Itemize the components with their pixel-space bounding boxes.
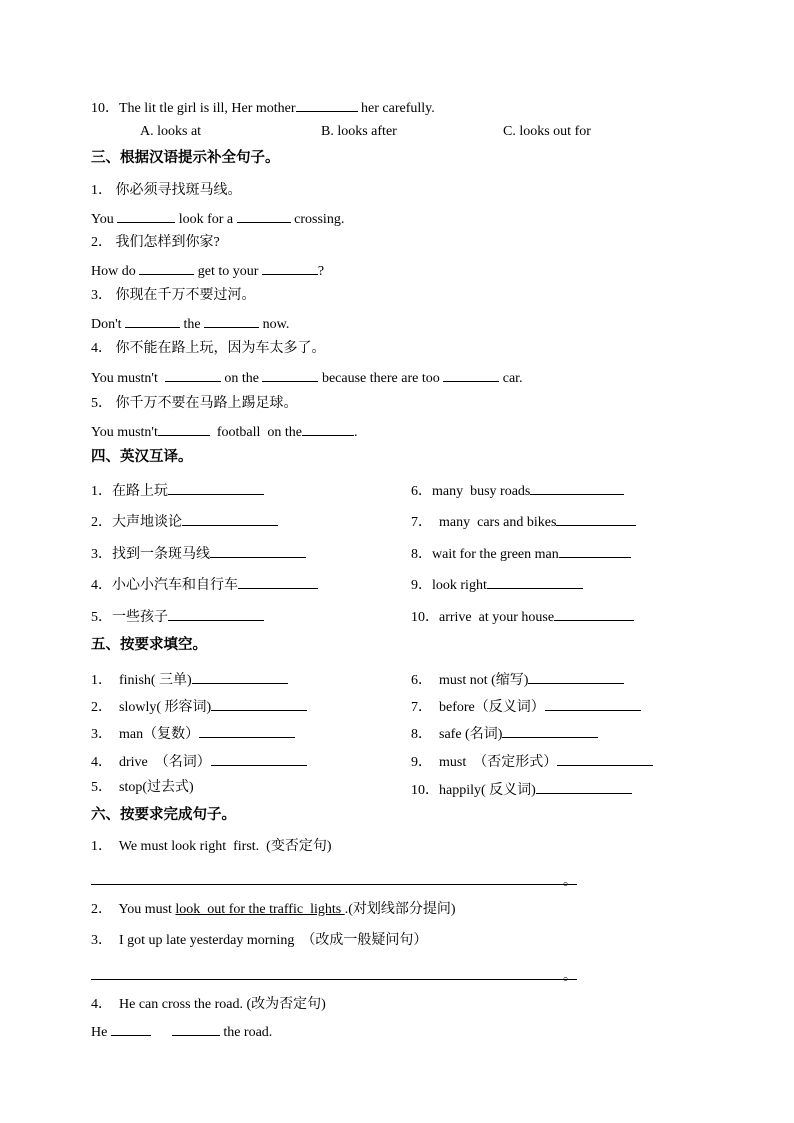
s5-left-item1: 1． finish( 三单) <box>91 669 288 690</box>
s4-right-item7: 7． many cars and bikes <box>411 511 636 532</box>
s4-left-blank3[interactable] <box>210 543 306 558</box>
s4-right-item8: 8．wait for the green man <box>411 543 631 564</box>
s5-right-item6: 6． must not (缩写) <box>411 669 624 690</box>
s4-left-item4: 4．小心小汽车和自行车 <box>91 574 318 595</box>
s4-right-blank9[interactable] <box>487 574 583 589</box>
s5-left-blank4[interactable] <box>211 751 307 766</box>
q10-stem-tail: her carefully. <box>357 101 435 116</box>
s4-right-blank10[interactable] <box>554 606 634 621</box>
s3-item2-blank1[interactable] <box>139 260 194 275</box>
s3-item5-blank1[interactable] <box>158 421 210 436</box>
s5-right-blank8[interactable] <box>502 723 598 738</box>
s5-left-item4: 4． drive （名词） <box>91 751 307 772</box>
s4-left-blank1[interactable] <box>168 480 264 495</box>
s6-q1-answer-tail <box>563 884 577 885</box>
s5-right-blank10[interactable] <box>536 779 632 794</box>
section3-heading: 三、根据汉语提示补全句子。 <box>91 150 280 166</box>
s5-left-blank1[interactable] <box>192 669 288 684</box>
s4-left-item1: 1．在路上玩 <box>91 480 264 501</box>
s3-item4-blank2[interactable] <box>262 367 318 382</box>
s4-right-blank6[interactable] <box>530 480 624 495</box>
q10-option-c[interactable]: C. looks out for <box>503 124 591 139</box>
s3-item2-zh: 2． 我们怎样到你家? <box>91 235 220 250</box>
s3-item3-en: Don't the now. <box>91 313 289 334</box>
s3-item5-en: You mustn't football on the . <box>91 421 358 442</box>
s6-q3: 3． I got up late yesterday morning （改成一般疑问句） <box>91 933 428 948</box>
s3-item2-blank2[interactable] <box>262 260 318 275</box>
s3-item4-chinese: 你不能在路上玩，因为车太多了。 <box>115 341 326 356</box>
s6-q4-answer: He the road. <box>91 1021 272 1042</box>
q10-stem <box>91 97 435 118</box>
s5-left-item3: 3． man（复数） <box>91 723 295 744</box>
s6-q4: 4． He can cross the road. (改为否定句) <box>91 997 326 1012</box>
s3-item4-blank1[interactable] <box>165 367 221 382</box>
s5-right-blank7[interactable] <box>545 696 641 711</box>
s4-left-item2: 2．大声地谈论 <box>91 511 278 532</box>
s3-item2-en: How do get to your ? <box>91 260 324 281</box>
s3-item5-zh: 5． 你千万不要在马路上踢足球。 <box>91 396 298 411</box>
s3-item4-en: You mustn't on the because there are too car. <box>91 367 523 388</box>
s5-left-blank3[interactable] <box>199 723 295 738</box>
s6-q2: 2． You must look out for the traffic lights .(对划线部分提问) <box>91 902 456 917</box>
s4-left-item5: 5．一些孩子 <box>91 606 264 627</box>
s5-right-item7: 7． before（反义词） <box>411 696 641 717</box>
s4-right-item9: 9．look right <box>411 574 583 595</box>
s4-left-blank2[interactable] <box>182 511 278 526</box>
s3-item1-blank2[interactable] <box>237 208 291 223</box>
q10-stem-text: 10．The lit tle girl is ill, Her mother <box>91 101 296 116</box>
s6-q1: 1． We must look right first. (变否定句) <box>91 839 332 854</box>
s3-item3-chinese: 你现在千万不要过河。 <box>115 288 256 303</box>
s3-item1-chinese: 你必须寻找斑马线。 <box>115 183 242 198</box>
s6-q4-blank2[interactable] <box>172 1021 220 1036</box>
s3-item1-blank1[interactable] <box>117 208 175 223</box>
s3-item5-chinese: 你千万不要在马路上踢足球。 <box>115 396 298 411</box>
s6-q3-answer-line[interactable] <box>91 979 563 980</box>
s6-q4-blank1[interactable] <box>111 1021 151 1036</box>
s5-right-item10: 10．happily( 反义词) <box>411 779 632 800</box>
s5-left-item5: 5． stop(过去式) <box>91 780 194 795</box>
s3-item2-chinese: 我们怎样到你家? <box>115 235 220 250</box>
section6-heading: 六、按要求完成句子。 <box>91 807 236 823</box>
s3-item3-blank1[interactable] <box>125 313 180 328</box>
section4-heading: 四、英汉互译。 <box>91 449 193 465</box>
s4-left-blank5[interactable] <box>168 606 264 621</box>
s4-left-blank4[interactable] <box>238 574 318 589</box>
s4-right-item10: 10．arrive at your house <box>411 606 634 627</box>
s5-right-item9: 9． must （否定形式） <box>411 751 653 772</box>
s5-right-blank9[interactable] <box>557 751 653 766</box>
section5-heading: 五、按要求填空。 <box>91 637 207 653</box>
s3-item3-zh: 3． 你现在千万不要过河。 <box>91 288 256 303</box>
s6-q1-answer-line[interactable] <box>91 884 563 885</box>
s6-q1-end-mark: 。 <box>563 874 577 889</box>
s4-right-blank8[interactable] <box>559 543 631 558</box>
s6-q3-answer-tail <box>563 979 577 980</box>
s3-item5-blank2[interactable] <box>302 421 354 436</box>
q10-blank[interactable] <box>296 97 358 112</box>
s4-left-item3: 3．找到一条斑马线 <box>91 543 306 564</box>
s6-q2-underlined-phrase: look out for the traffic lights <box>175 902 345 917</box>
s3-item4-blank3[interactable] <box>443 367 499 382</box>
s4-right-item6: 6．many busy roads <box>411 480 624 501</box>
s5-left-blank2[interactable] <box>211 696 307 711</box>
s3-item1-en: You look for a crossing. <box>91 208 344 229</box>
q10-option-b[interactable]: B. looks after <box>321 124 397 139</box>
s5-right-blank6[interactable] <box>528 669 624 684</box>
q10-option-a[interactable]: A. looks at <box>140 124 202 139</box>
s3-item1-zh: 1． 你必须寻找斑马线。 <box>91 183 242 198</box>
s3-item3-blank2[interactable] <box>204 313 259 328</box>
s5-right-item8: 8． safe (名词) <box>411 723 598 744</box>
s6-q3-end-mark: 。 <box>563 969 577 984</box>
s5-left-item2: 2． slowly( 形容词) <box>91 696 307 717</box>
s4-right-blank7[interactable] <box>556 511 636 526</box>
s3-item4-zh: 4． 你不能在路上玩，因为车太多了。 <box>91 341 326 356</box>
